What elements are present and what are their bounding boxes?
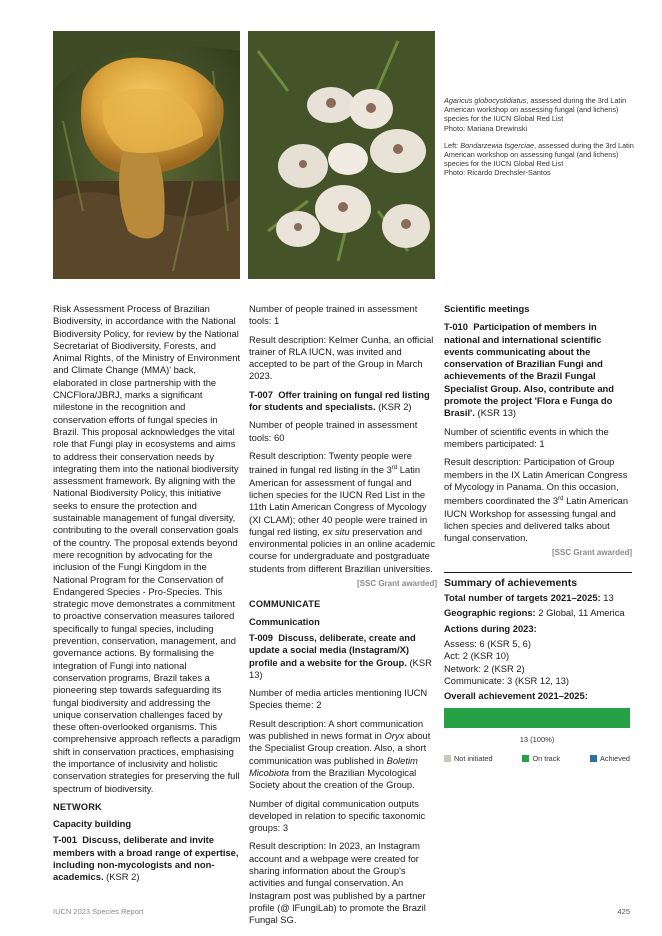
caption-2-text: , assessed during the 3rd Latin American workshop on assessing fungal (and lichens) species for the IUCN Global Red List [444,140,634,169]
target-code: T-007 [249,388,273,400]
target-title: Discuss, deliberate, create and update a social media (Instagram/X) profile and a website for the Group. [249,631,416,668]
target-code: T-009 [249,631,273,643]
overall-achievement-heading: Overall achievement 2021–2025: [444,690,588,702]
target-ksr: (KSR 13) [477,407,517,419]
text-run: Result description: Participation of Group members in the IX Latin American Congress of Mycology in Panama. On this occasion, members coordinated the 3 [444,456,628,507]
photo-captions [444,96,634,186]
caption-1 [444,96,634,133]
result-description-1: Result description: Kelmer Cunha, an official trainer of RLA IUCN, was invited and accepted to be part of the Group in March 2023. [249,333,434,382]
target-t009 [249,632,437,681]
legend-swatch [444,755,451,762]
scientific-meetings-heading: Scientific meetings [444,303,530,314]
caption-2-species: Bondarzewia tsgerciae [460,140,535,150]
total-targets [444,592,632,604]
network-count: Network: 2 (KSR 2) [444,662,525,674]
caption-1-text: , assessed during the 3rd Latin American workshop on assessing fungal (and lichens) species for the IUCN Global Red List [444,96,627,124]
text-run: Result description: A short communication was published in news format in [249,717,424,742]
target-title: Discuss, deliberate and invite members with a broad range of expertise, including non-mycologists and non-academics. [53,834,239,883]
result-description-3 [249,718,437,792]
superscript: rd [558,496,564,503]
text-column-2 [249,303,437,932]
caption-2-prefix: Left: [444,140,461,150]
communication-heading: Communication [249,615,320,627]
actions-heading: Actions during 2023: [444,622,537,634]
legend-swatch [522,755,529,762]
value: 2 Global, 11 America [538,607,625,619]
act-count: Act: 2 (KSR 10) [444,650,510,662]
caption-2 [444,141,634,178]
summary-title: Summary of achievements [444,576,578,589]
target-code: T-001 [53,834,77,846]
target-t010 [444,321,632,419]
intro-paragraph: Risk Assessment Process of Brazilian Biodiversity, in accordance with the National Biodiversity Policy, for review by the National Secretariat of Biodiversity, Forests, and Animal Rights, of the Ministry of Environment and Climate Change (MMA)' back, elaborated in close partnership with the CNCFlora/JBRJ, marks a significant milestone in the recognition and conservation efforts of fungal species in Brazil. This proposal acknowledges the vital role that Fungi play in ecosystems and aims to address their conservation needs by integrating them into the national biodiversity assessment framework. By aligning with the National Biodiversity Policy, this initiative seeks to ensure the protection and sustainable management of fungal diversity, contributing to the overall conservation goals of the country. The proposal extends beyond mere recognition by advocating for the inclusion of the Fungi Kingdom in the National Program for the Conservation of Endangered Species - Pro-Species. This strategic move demonstrates a commitment to proactive conservation measures tailored specifically to fungal species, including prevention, conservation, management, and governance actions. By formalising the integration of Fungi into national conservation programs, Brazil takes a pioneering step towards safeguarding its fungal biodiversity and addressing the unique conservation challenges faced by these often-overlooked organisms. This comprehensive approach reflects a paradigm shift in conservation practices, emphasising the importance of inclusivity and holistic conservation strategies for preserving the full spectrum of biodiversity. [53,303,241,794]
italic-run: Oryx [384,730,405,742]
summary-of-achievements [444,572,632,765]
text-run: preservation and environmental policies in an online academic course for undergraduate and postgraduate students from different Brazilian universities. [249,525,436,574]
text-column-1 [53,303,241,890]
result-description-4: Result description: In 2023, an Instagram account and a webpage were created for sharing information about the Group's activities and fungal conservation. An Instagram post was published by a partner profile (@ lFungiLab) to promote the Brazil Fungal SG. [249,840,426,926]
caption-1-species: Agaricus globocystidiatus [444,96,527,105]
photo-white-mushrooms [248,31,435,279]
target-title: Offer training on fungal red listing for students and specialists. [249,388,430,413]
italic-run: Boletim Micobiota [249,754,418,778]
italic-run: ex situ [322,525,350,537]
caption-1-credit: Photo: Mariana Drewinski [444,123,528,133]
target-t001 [53,834,241,883]
media-articles-count: Number of media articles mentioning IUCN Species theme: 2 [249,687,428,711]
text-run: from the Brazilian Mycological Society about the creation of the Group. [249,766,417,791]
target-code: T-010 [444,321,468,333]
target-title: Participation of members in national and international scientific events communicating about the conservation of Brazilian Fungi and achievements of the Brazil Fungal Specialist Group. Also, contribute and promote the project 'Flora e Funga do Brasil'. [444,321,614,419]
grant-badge: [SSC Grant awarded] [356,579,437,589]
target-ksr: (KSR 2) [106,871,140,883]
legend-on-track [522,753,560,765]
capacity-building-heading: Capacity building [53,818,132,830]
target-ksr: (KSR 2) [378,401,412,413]
communicate-heading: COMMUNICATE [249,599,321,610]
legend-not-initiated [444,753,493,765]
label: Total number of targets 2021–2025: [444,592,601,604]
network-heading: NETWORK [53,801,102,812]
legend-swatch [590,755,597,762]
grant-badge: [SSC Grant awarded] [551,548,632,558]
target-t007 [249,389,437,414]
legend-label: On track [532,753,561,763]
legend-label: Not initiated [454,753,493,763]
text-run: about the Specialist Group creation. Also, a short communication was published in [249,730,431,766]
caption-2-credit: Photo: Ricardo Drechsler-Santos [444,168,551,178]
text-run: Latin American IUCN Workshop for assessing fungal and lichen species and delivered talks about fungal conservation. [444,495,629,544]
geographic-regions [444,607,632,619]
achievement-bar [444,708,630,728]
value: 13 [603,592,614,604]
legend-achieved [590,753,630,765]
page-number: 425 [617,907,630,916]
achievement-legend [444,753,630,765]
text-run: Result description: Twenty people were trained in fungal red listing in the 3 [249,449,412,476]
trained-count-2: Number of people trained in assessment tools: 60 [249,419,418,443]
text-column-3 [444,303,632,765]
target-ksr: (KSR 13) [249,656,432,680]
events-count: Number of scientific events in which the members participated: 1 [444,425,609,449]
footer-report-title: IUCN 2023 Species Report [53,907,144,916]
digital-outputs-count: Number of digital communication outputs developed in relation to specific taxonomic groups: 3 [249,797,426,834]
text-run: Latin American for assessment of fungal and lichen species for the IUCN Red List in the 11th Latin American Congress of Mycology (XI CLAM); other 40 people were trained in fungal red listing, [249,464,428,537]
achievement-bar-label: 13 (100%) [519,735,555,745]
assess-count: Assess: 6 (KSR 5, 6) [444,637,532,649]
label: Geographic regions: [444,607,536,619]
legend-label: Achieved [599,753,630,763]
result-description-2 [249,450,437,575]
trained-count-1: Number of people trained in assessment tools: 1 [249,303,418,327]
result-description-5 [444,456,632,544]
photo-bracket-fungus [53,31,240,279]
communicate-count: Communicate: 3 (KSR 12, 13) [444,674,570,686]
superscript: rd [391,465,398,472]
